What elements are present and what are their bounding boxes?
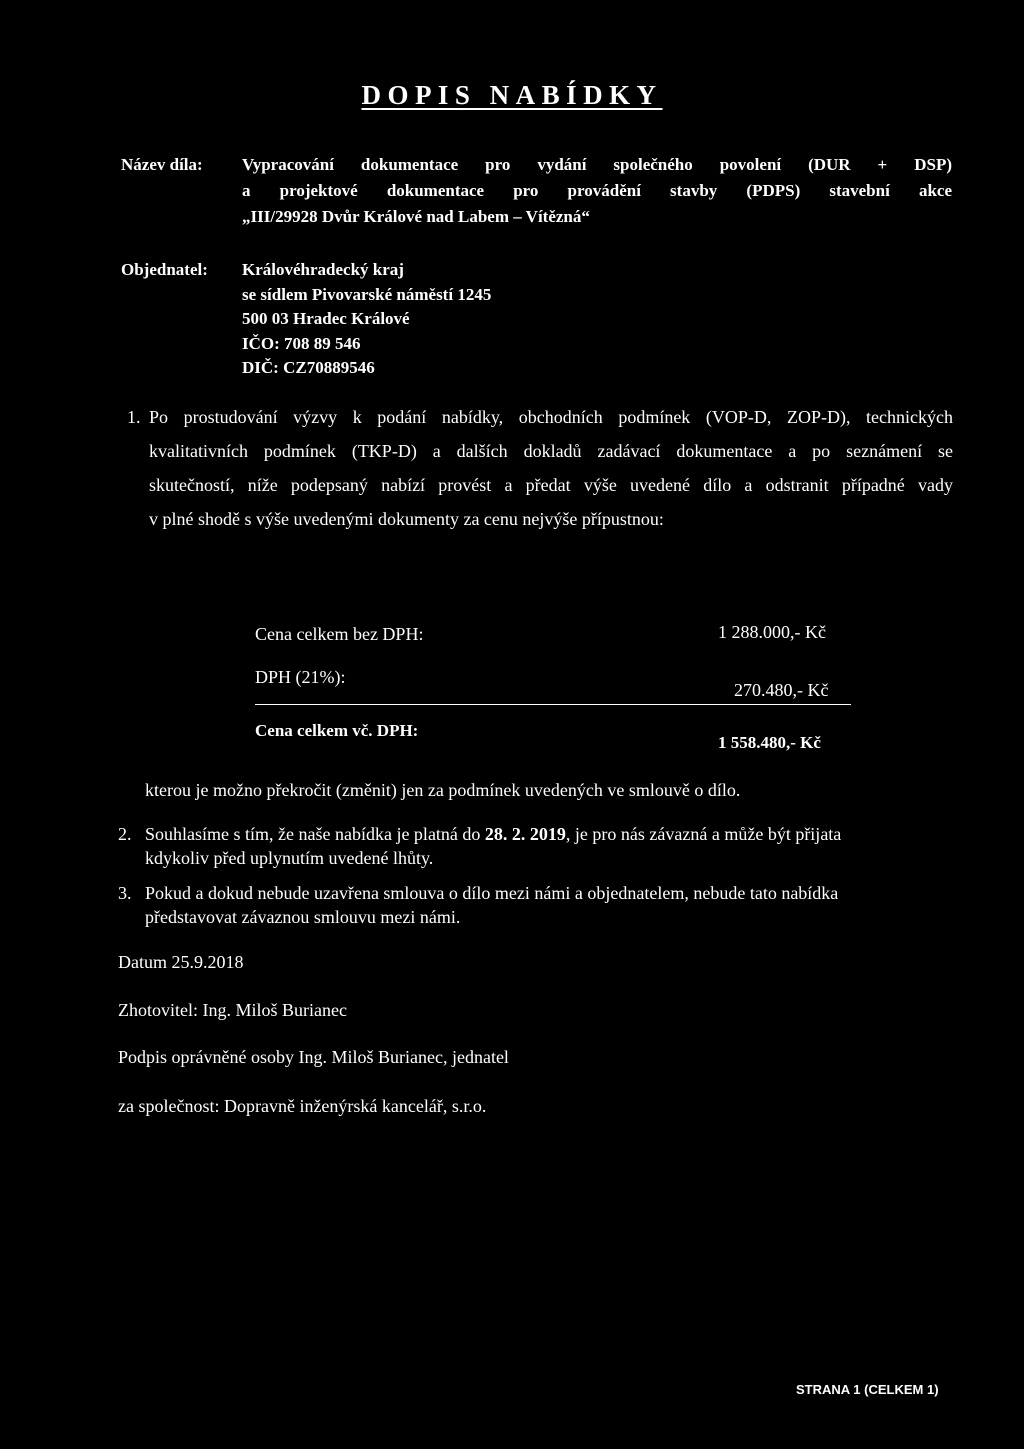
authorized-person-line: Podpis oprávněné osoby Ing. Miloš Burianec, jednatel: [118, 1047, 509, 1067]
point-3-number: 3.: [118, 883, 132, 903]
document-title: DOPIS NABÍDKY: [361, 80, 663, 110]
point-1-number: 1.: [127, 407, 141, 427]
price-vat-value: 270.480,- Kč: [734, 680, 829, 700]
point-3-line-2: představovat závaznou smlouvu mezi námi.: [145, 907, 461, 927]
client-label: Objednatel:: [121, 260, 208, 279]
point-1-line-4: v plné shodě s výše uvedenými dokumenty za cenu nejvýše přípustnou:: [149, 509, 664, 529]
point-2-text-after: , je pro nás závazná a může být přijata: [565, 824, 842, 844]
work-line-3: „III/29928 Dvůr Králové nad Labem – Vítězná“: [242, 207, 590, 226]
point-1-line-3: skutečností, níže podepsaný nabízí provést a předat výše uvedené dílo a odstranit případné vady: [149, 475, 953, 495]
point-2-number: 2.: [118, 824, 132, 844]
work-line-2: a projektové dokumentace pro provádění stavby (PDPS) stavební akce: [242, 181, 952, 200]
contractor-line: Zhotovitel: Ing. Miloš Burianec: [118, 1000, 347, 1020]
date-line: Datum 25.9.2018: [118, 952, 244, 972]
client-city: 500 03 Hradec Králové: [242, 309, 410, 328]
price-sum-rule: [255, 704, 851, 705]
client-name: Královéhradecký kraj: [242, 260, 404, 279]
point-2-text-before: Souhlasíme s tím, že naše nabídka je platná do: [145, 824, 485, 844]
point-3-line-1: Pokud a dokud nebude uzavřena smlouva o dílo mezi námi a objednatelem, nebude tato nabídka: [145, 883, 839, 903]
client-ico: IČO: 708 89 546: [242, 334, 361, 353]
point-2-line-2: kdykoliv před uplynutím uvedené lhůty.: [145, 848, 434, 868]
company-line: za společnost: Dopravně inženýrská kancelář, s.r.o.: [118, 1096, 487, 1116]
price-net-label: Cena celkem bez DPH:: [255, 624, 424, 644]
client-dic: DIČ: CZ70889546: [242, 358, 375, 377]
point-2-validity-date: 28. 2. 2019: [484, 824, 566, 844]
price-total-value: 1 558.480,- Kč: [718, 733, 821, 752]
price-total-label: Cena celkem vč. DPH:: [255, 721, 419, 740]
point-2-line-1: [145, 824, 841, 845]
work-line-1: Vypracování dokumentace pro vydání společného povolení (DUR + DSP): [242, 155, 952, 174]
work-label: Název díla:: [121, 155, 203, 174]
price-vat-label: DPH (21%):: [255, 667, 346, 687]
price-note: kterou je možno překročit (změnit) jen za podmínek uvedených ve smlouvě o dílo.: [145, 780, 741, 800]
point-1-line-1: Po prostudování výzvy k podání nabídky, obchodních podmínek (VOP-D, ZOP-D), technických: [149, 407, 953, 427]
point-1-line-2: kvalitativních podmínek (TKP-D) a dalších dokladů zadávací dokumentace a po seznámení se: [149, 441, 953, 461]
price-net-value: 1 288.000,- Kč: [718, 622, 826, 642]
client-address: se sídlem Pivovarské náměstí 1245: [242, 285, 492, 304]
page-footer: STRANA 1 (CELKEM 1): [796, 1382, 939, 1397]
